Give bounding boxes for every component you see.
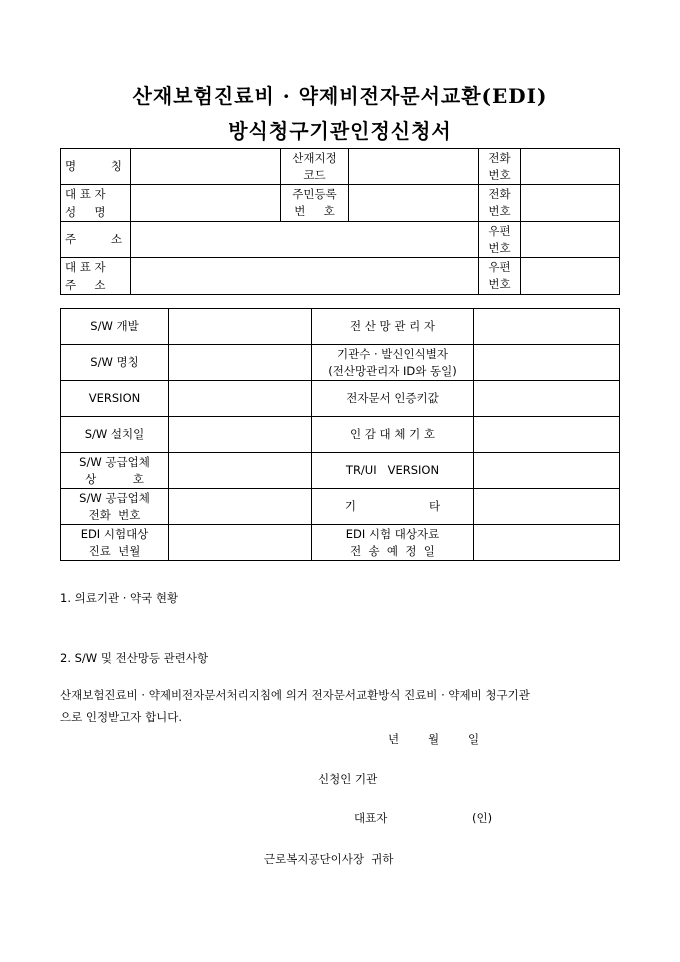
supplier-name-value[interactable] xyxy=(169,453,312,489)
network-admin-label: 전 산 망 관 리 자 xyxy=(312,309,474,345)
other-label: 기 타 xyxy=(312,489,474,525)
reg-code-value[interactable] xyxy=(349,149,479,185)
applicant-institution-label: 신청인 기관 xyxy=(318,772,378,786)
tr-ui-version-label: TR/UI VERSION xyxy=(312,453,474,489)
zip2-value[interactable] xyxy=(521,258,620,295)
version-value[interactable] xyxy=(169,381,312,417)
phone-value[interactable] xyxy=(521,149,620,185)
resident-number-label: 주민등록 번 호 xyxy=(281,185,349,222)
name-label: 명 칭 xyxy=(61,149,131,185)
seal-substitute-label: 인 감 대 체 기 호 xyxy=(312,417,474,453)
edi-test-month-value[interactable] xyxy=(169,525,312,561)
sender-id-label: 기관수 · 발신인식별자 (전산망관리자 ID와 동일) xyxy=(312,345,474,381)
section2-heading: 2. S/W 및 전산망등 관련사항 xyxy=(60,651,209,665)
seal-label: (인) xyxy=(472,811,493,825)
applicant-info-table xyxy=(60,148,620,295)
date-day-label: 일 xyxy=(468,732,480,746)
section1-heading: 1. 의료기관 · 약국 현황 xyxy=(60,591,179,605)
rep-name-label: 대 표 자 성 명 xyxy=(61,185,131,222)
sender-id-value[interactable] xyxy=(474,345,620,381)
tr-ui-version-value[interactable] xyxy=(474,453,620,489)
rep-address-value[interactable] xyxy=(131,258,479,295)
rep-address-label: 대 표 자 주 소 xyxy=(61,258,131,295)
zip-value[interactable] xyxy=(521,222,620,258)
phone-label: 전화 번호 xyxy=(479,149,521,185)
sw-name-value[interactable] xyxy=(169,345,312,381)
edi-transmit-date-value[interactable] xyxy=(474,525,620,561)
phone2-label: 전화 번호 xyxy=(479,185,521,222)
supplier-phone-label: S/W 공급업체 전화 번호 xyxy=(61,489,169,525)
phone2-value[interactable] xyxy=(521,185,620,222)
address-value[interactable] xyxy=(131,222,479,258)
form-title-line1: 산재보험진료비 · 약제비전자문서교환(EDI) xyxy=(132,84,548,108)
supplier-phone-value[interactable] xyxy=(169,489,312,525)
resident-number-value[interactable] xyxy=(349,185,479,222)
form-title-line2: 방식청구기관인정신청서 xyxy=(228,119,452,143)
network-admin-value[interactable] xyxy=(474,309,620,345)
sw-developer-value[interactable] xyxy=(169,309,312,345)
edi-transmit-date-label: EDI 시험 대상자료 전 송 예 정 일 xyxy=(312,525,474,561)
sw-developer-label: S/W 개발 xyxy=(61,309,169,345)
edi-test-month-label: EDI 시험대상 진료 년월 xyxy=(61,525,169,561)
other-value[interactable] xyxy=(474,489,620,525)
statement-text: 산재보험진료비 · 약제비전자문서처리지침에 의거 전자문서교환방식 진료비 · 약제비 청구기관 으로 인정받고자 합니다. xyxy=(60,688,530,724)
install-date-label: S/W 설치일 xyxy=(61,417,169,453)
address-label: 주 소 xyxy=(61,222,131,258)
recipient-text: 근로복지공단이사장 귀하 xyxy=(264,852,394,866)
auth-key-label: 전자문서 인증키값 xyxy=(312,381,474,417)
zip2-label: 우편 번호 xyxy=(479,258,521,295)
version-label: VERSION xyxy=(61,381,169,417)
seal-substitute-value[interactable] xyxy=(474,417,620,453)
date-month-label: 월 xyxy=(428,732,440,746)
install-date-value[interactable] xyxy=(169,417,312,453)
auth-key-value[interactable] xyxy=(474,381,620,417)
sw-name-label: S/W 명칭 xyxy=(61,345,169,381)
date-year-label: 년 xyxy=(388,732,400,746)
rep-name-value[interactable] xyxy=(131,185,281,222)
name-value[interactable] xyxy=(131,149,281,185)
reg-code-label: 산재지정 코드 xyxy=(281,149,349,185)
zip-label: 우편 번호 xyxy=(479,222,521,258)
sw-info-table xyxy=(60,308,620,561)
representative-label: 대표자 xyxy=(354,811,388,825)
supplier-name-label: S/W 공급업체 상 호 xyxy=(61,453,169,489)
